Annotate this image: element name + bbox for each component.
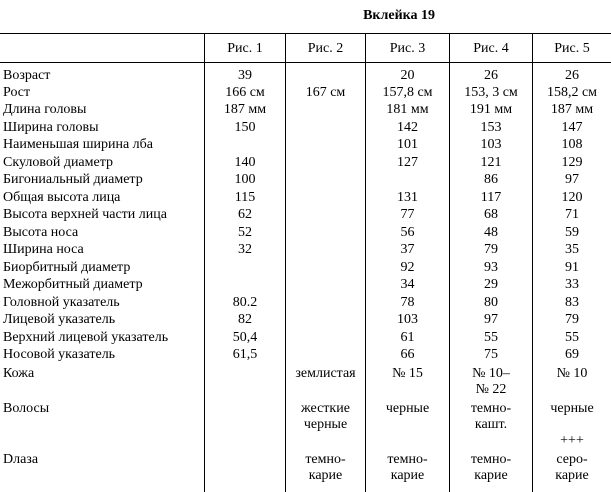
row-label: Возраст	[3, 68, 51, 83]
column-header: Рис. 1	[227, 41, 263, 56]
table-cell: 191 мм	[469, 102, 513, 117]
row-label: Наименьшая ширина лба	[3, 137, 153, 152]
column-header: Рис. 3	[389, 41, 426, 56]
header-rule	[0, 62, 611, 63]
table-cell: 79	[484, 242, 498, 257]
table-cell: 29	[484, 277, 498, 292]
table-cell: 52	[238, 225, 252, 240]
table-cell: 187 мм	[550, 102, 594, 117]
table-cell: 20	[400, 68, 415, 83]
table-cell: 187 мм	[223, 102, 267, 117]
table-cell: 37	[400, 242, 415, 257]
table-cell: 120	[561, 190, 583, 205]
table-cell: 147	[561, 120, 583, 135]
row-label: Dлаза	[3, 452, 39, 467]
column-header: Рис. 2	[307, 41, 344, 56]
table-cell: темно- карие	[470, 452, 512, 483]
table-cell: 92	[400, 260, 415, 275]
row-label: Общая высота лица	[3, 190, 121, 205]
table-cell: 80	[484, 295, 498, 310]
table-cell: 108	[561, 137, 583, 152]
table-cell: 142	[397, 120, 418, 135]
table-cell: 117	[480, 190, 502, 205]
table-cell: 61,5	[232, 347, 258, 362]
table-cell: 86	[484, 172, 498, 187]
table-cell: 158,2 см	[546, 85, 598, 100]
table-cell: темно- кашт.	[470, 401, 512, 432]
row-label: Высота носа	[3, 225, 79, 240]
table-cell: 39	[238, 68, 252, 83]
table-cell: 150	[234, 120, 256, 135]
table-cell: 26	[484, 68, 498, 83]
table-cell: темно- карие	[387, 452, 428, 483]
row-label: Скуловой диаметр	[3, 155, 114, 170]
table-cell: 79	[565, 312, 579, 327]
table-cell: № 10	[556, 366, 588, 381]
table-cell: 75	[484, 347, 498, 362]
table-cell: 71	[565, 207, 579, 222]
table-cell: 93	[484, 260, 498, 275]
table-cell: 48	[484, 225, 498, 240]
table-cell: 32	[238, 242, 252, 257]
table-cell: темно- карие	[305, 452, 346, 483]
table-cell: 33	[565, 277, 579, 292]
table-cell: 59	[565, 225, 579, 240]
table-cell: жесткие черные	[301, 401, 350, 432]
table-cell: 153	[480, 120, 502, 135]
table-cell: 129	[561, 155, 583, 170]
row-label: Верхний лицевой указатель	[3, 330, 169, 345]
table-cell: 61	[400, 330, 415, 345]
table-cell: 121	[480, 155, 502, 170]
table-cell: 101	[397, 137, 418, 152]
row-label: Носовой указатель	[3, 347, 116, 362]
table-cell: 157,8 см	[382, 85, 433, 100]
row-label: Биорбитный диаметр	[3, 260, 131, 275]
table-cell: 167 см	[305, 85, 346, 100]
row-label: Высота верхней части лица	[3, 207, 167, 222]
table-cell: 103	[480, 137, 502, 152]
table-cell: 50,4	[232, 330, 258, 345]
table-cell: № 10– № 22	[472, 366, 510, 397]
column-header: Рис. 5	[554, 41, 590, 56]
table-cell: 97	[484, 312, 498, 327]
table-cell: 80.2	[232, 295, 258, 310]
row-label: Межорбитный диаметр	[3, 277, 143, 292]
row-label: Кожа	[3, 366, 35, 381]
table-cell: 115	[234, 190, 256, 205]
table-cell: землистая	[295, 366, 356, 381]
table-cell: 55	[565, 330, 579, 345]
table-cell: 55	[484, 330, 498, 345]
table-cell: 82	[238, 312, 252, 327]
table-cell: 127	[397, 155, 418, 170]
table-cell: 78	[400, 295, 415, 310]
row-label: Ширина носа	[3, 242, 84, 257]
table-cell: 153, 3 см	[464, 85, 518, 100]
row-label: Лицевой указатель	[3, 312, 116, 327]
table-cell: 62	[238, 207, 252, 222]
table-cell: 26	[565, 68, 579, 83]
table-cell: 100	[234, 172, 256, 187]
row-label: Рост	[3, 85, 31, 100]
table-cell: № 15	[392, 366, 423, 381]
table-cell: 140	[234, 155, 256, 170]
table-cell: 181 мм	[386, 102, 429, 117]
table-cell: 77	[400, 207, 415, 222]
row-label: Волосы	[3, 401, 50, 416]
table-title: Вклейка 19	[363, 8, 435, 23]
table-cell: 69	[565, 347, 579, 362]
table-cell: черные	[385, 401, 430, 416]
table-cell: 103	[397, 312, 418, 327]
table-cell: 56	[400, 225, 415, 240]
table-cell: 97	[565, 172, 579, 187]
row-label: Бигониальный диаметр	[3, 172, 143, 187]
table-cell: 166 см	[225, 85, 265, 100]
top-rule	[0, 33, 611, 34]
row-label: Длина головы	[3, 102, 87, 117]
table-cell: 68	[484, 207, 498, 222]
row-label: Ширина головы	[3, 120, 99, 135]
row-label: Головной указатель	[3, 295, 120, 310]
table-cell: серо- карие	[555, 452, 589, 483]
table-cell: 66	[400, 347, 415, 362]
table-cell: черные +++	[550, 401, 594, 448]
table-caption	[0, 6, 611, 24]
table-cell: 34	[400, 277, 415, 292]
column-header: Рис. 4	[473, 41, 509, 56]
table-cell: 35	[565, 242, 579, 257]
table-cell: 131	[397, 190, 418, 205]
table-cell: 83	[565, 295, 579, 310]
table-cell: 91	[565, 260, 579, 275]
